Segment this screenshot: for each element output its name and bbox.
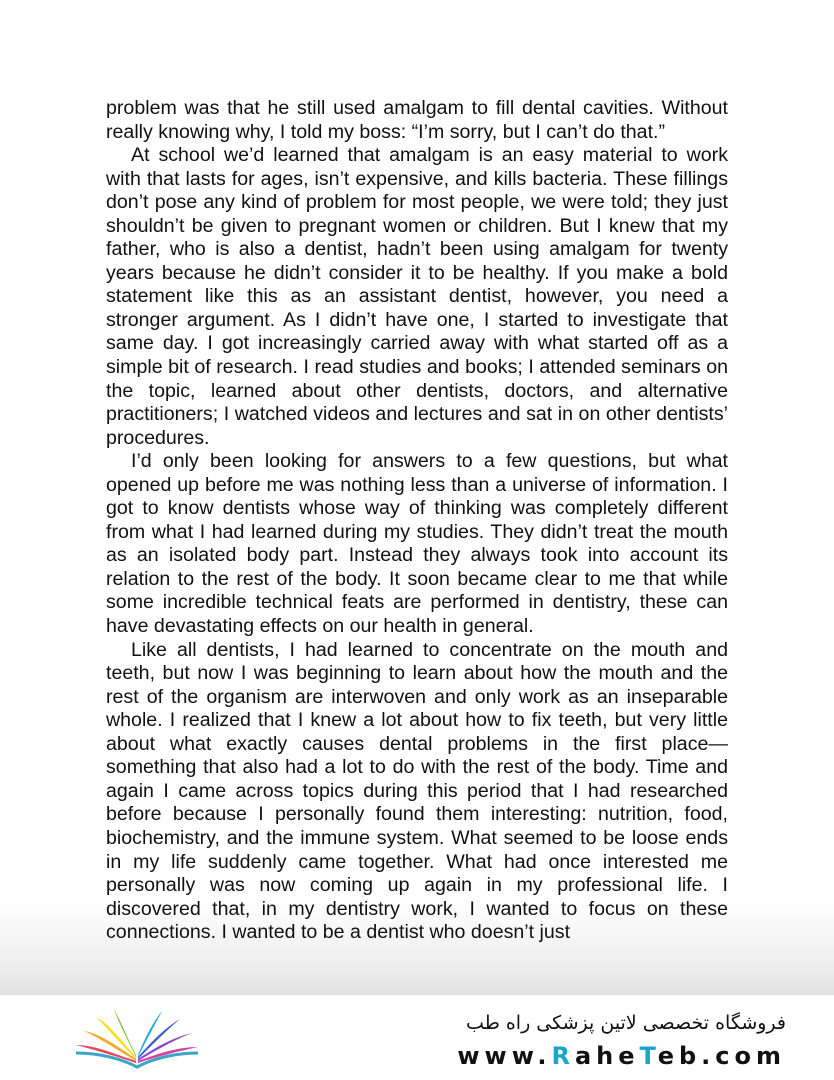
site-url-link[interactable] bbox=[457, 1042, 786, 1070]
url-part-ahe: ahe bbox=[574, 1042, 640, 1070]
url-part-prefix: www. bbox=[457, 1042, 552, 1070]
url-part-t: T bbox=[639, 1042, 658, 1070]
body-text bbox=[106, 97, 728, 945]
url-part-r: R bbox=[551, 1042, 575, 1070]
paragraph-3: I’d only been looking for answers to a few questions, but what opened up before me was nothing less than a universe of information. I got to know dentists whose way of thinking was completely different from what I had learned during my studies. They didn’t treat the mouth as an isolated body part. Instead they always took into account its relation to the rest of the body. It soon became clear to me that while some incredible technical feats are performed in dentistry, these can have devastating effects on our health in general. bbox=[106, 450, 728, 638]
paragraph-1: problem was that he still used amalgam to fill dental cavities. Without really knowing why, I told my boss: “I’m sorry, but I can’t do that.” bbox=[106, 97, 728, 143]
open-book-rainbow-logo-icon bbox=[72, 1005, 202, 1069]
store-name: فروشگاه تخصصی لاتین پزشکی راه طب bbox=[466, 1012, 786, 1034]
paragraph-4: Like all dentists, I had learned to concentrate on the mouth and teeth, but now I was beginning to learn about how the mouth and the rest of the organism are interwoven and only work as an inseparable whole. I realized that I knew a lot about how to fix teeth, but very little about what exactly causes dental problems in the first place—something that also had a lot to do with the rest of the body. Time and again I came across topics during this period that I had researched before because I personally found them interesting: nutrition, food, biochemistry, and the immune system. What seemed to be loose ends in my life suddenly came together. What had once interested me personally was now coming up again in my professional life. I discovered that, in my dentistry work, I wanted to focus on these connections. I wanted to be a dentist who doesn’t just bbox=[106, 638, 728, 944]
paragraph-2: At school we’d learned that amalgam is an easy material to work with that lasts for ages, isn’t expensive, and kills bacteria. These fillings don’t pose any kind of problem for most people, we were told; they just shouldn’t be given to pregnant women or children. But I knew that my father, who is also a dentist, hadn’t been using amalgam for twenty years because he didn’t consider it to be healthy. If you make a bold statement like this as an assistant dentist, however, you need a stronger argument. As I didn’t have one, I started to investigate that same day. I got increasingly carried away with what started off as a simple bit of research. I read studies and books; I attended seminars on the topic, learned about other dentists, doctors, and alternative practitioners; I watched videos and lectures and sat in on other dentists’ procedures. bbox=[106, 144, 728, 449]
url-part-suffix: eb.com bbox=[657, 1042, 786, 1070]
